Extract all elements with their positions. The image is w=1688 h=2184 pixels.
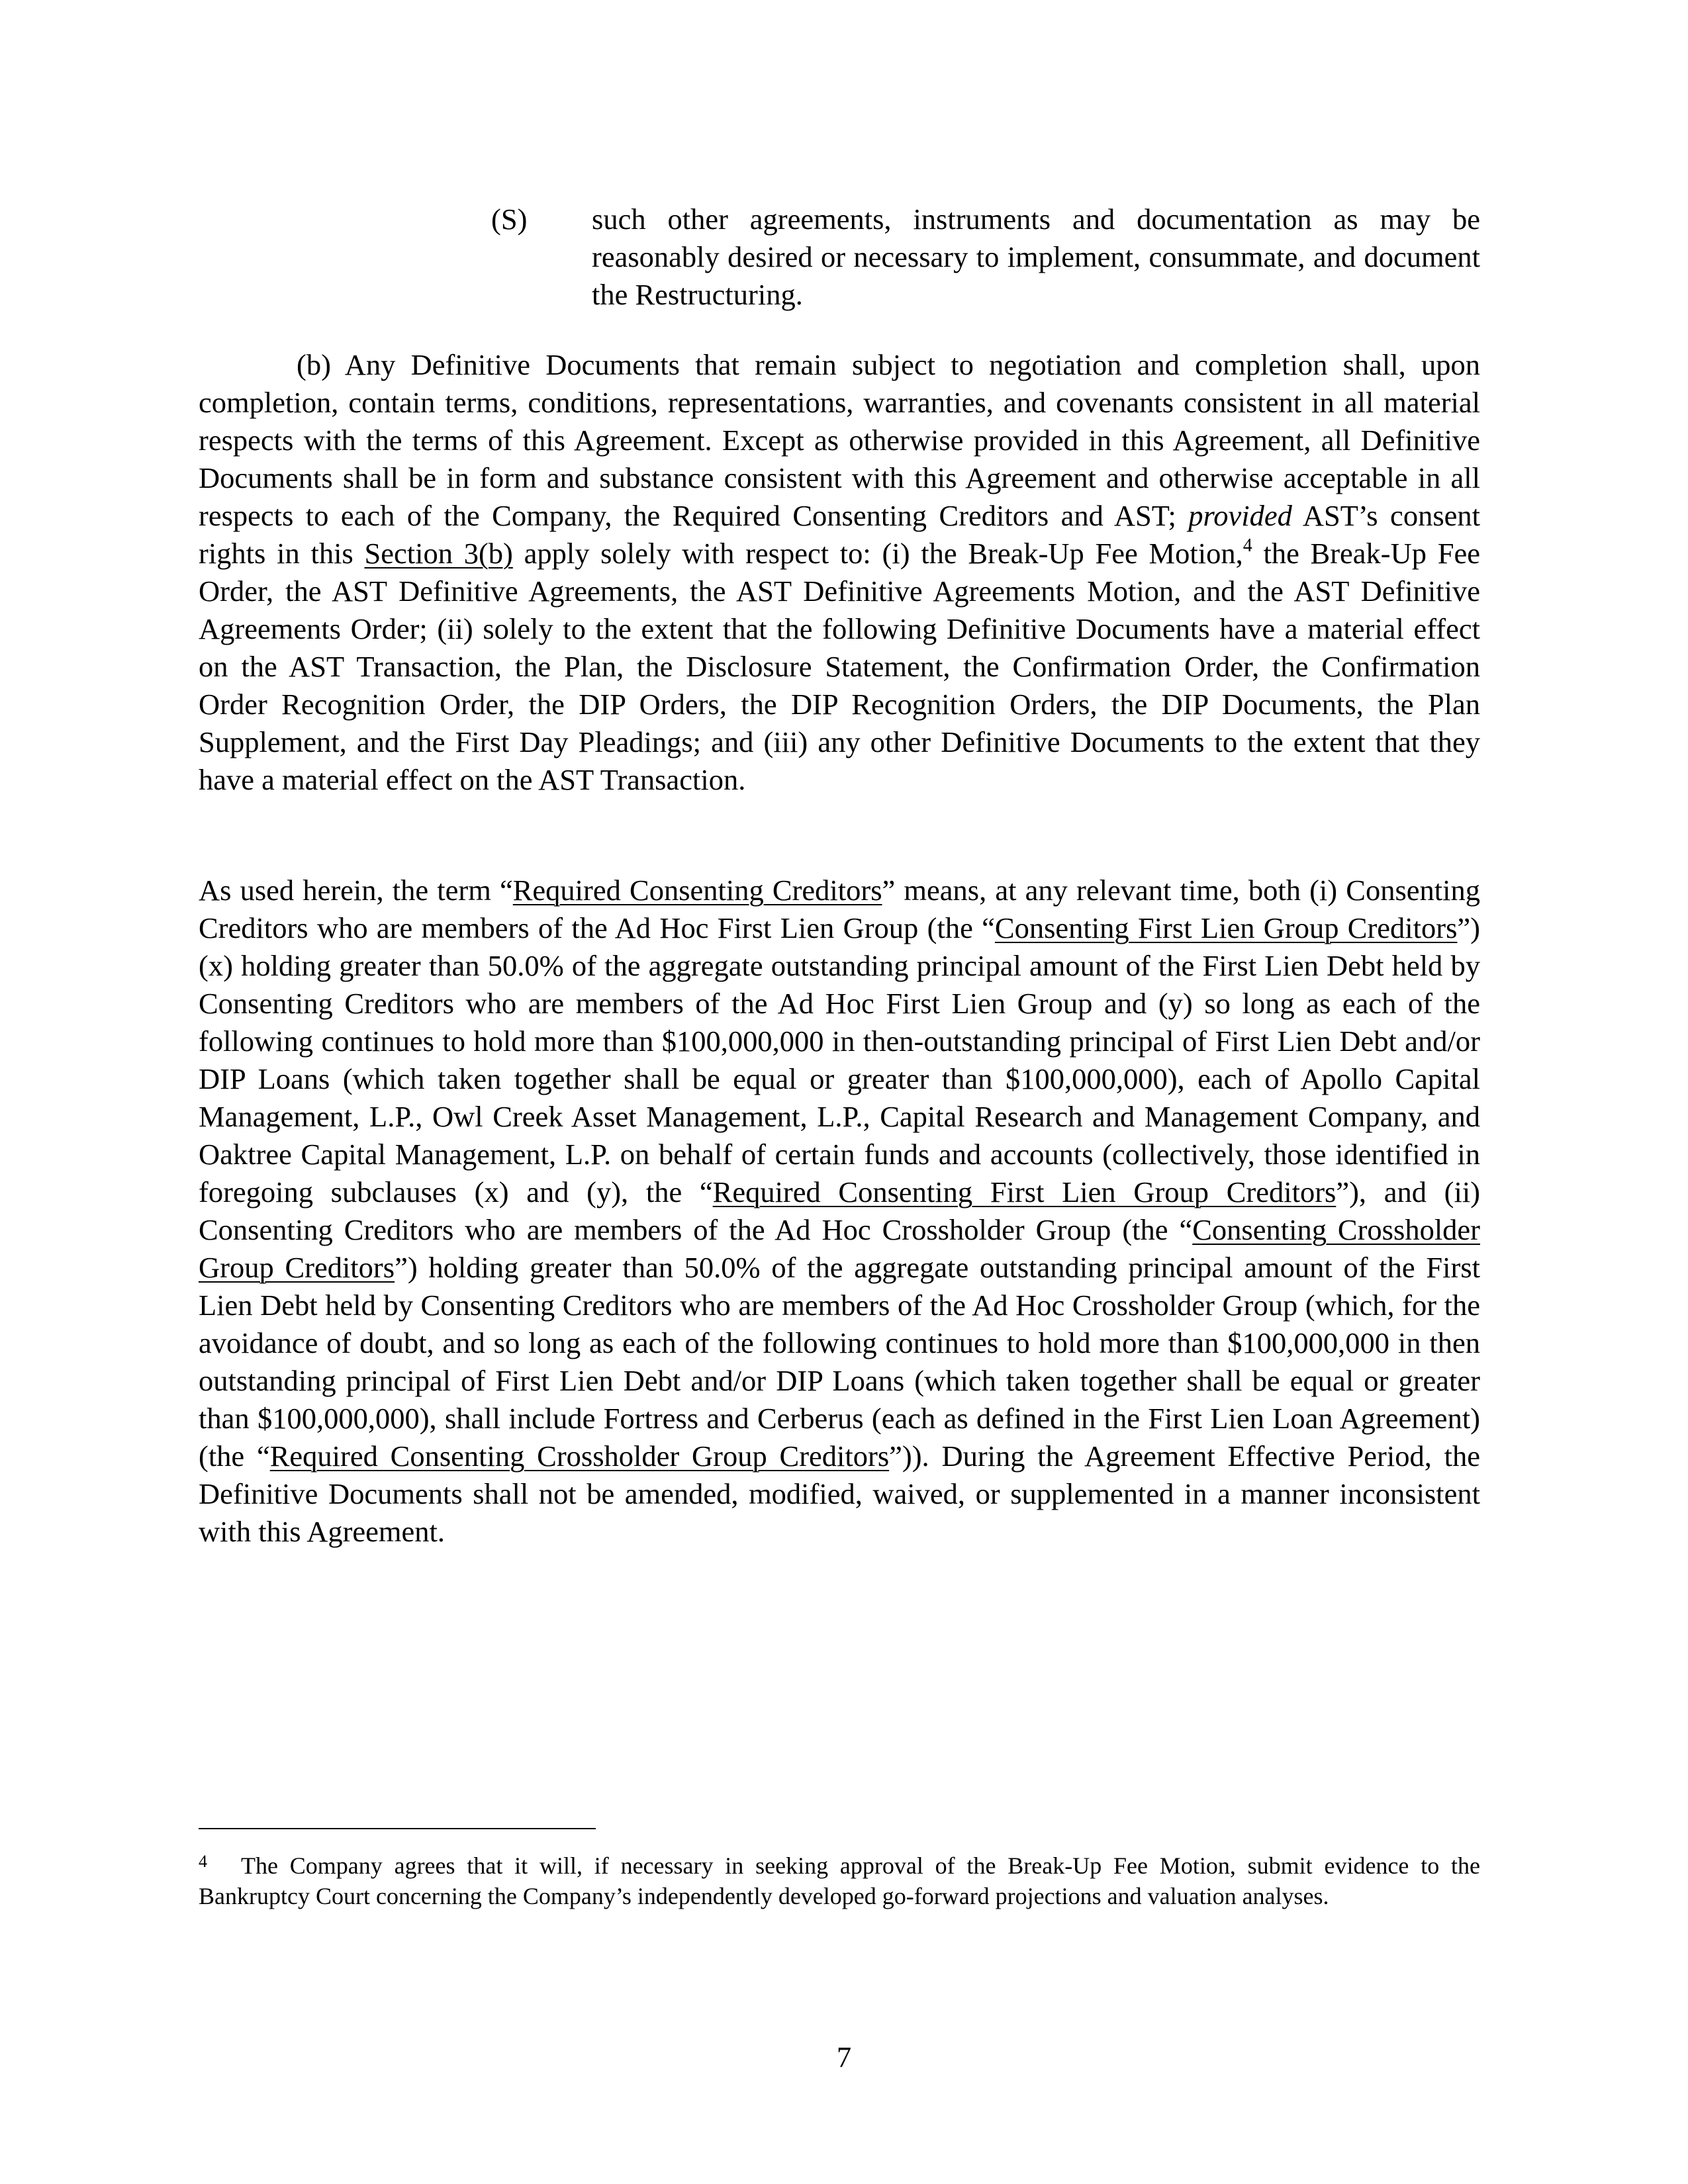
para-b-after-ref: apply solely with respect to: (i) the Break-Up Fee Motion, bbox=[512, 537, 1243, 570]
defined-term-required-consenting-first-lien-group-creditors: Required Consenting First Lien Group Creditors bbox=[712, 1175, 1336, 1208]
defined-term-required-consenting-crossholder-group-creditors: Required Consenting Crossholder Group Creditors bbox=[269, 1439, 890, 1473]
defined-term-required-consenting-creditors: Required Consenting Creditors bbox=[512, 874, 882, 907]
footnote-number: 4 bbox=[199, 1852, 207, 1871]
defs-text-2: ” means, at any relevant time, both (i) Consenting Creditors who are members of the Ad Hoc First Lien Group (the “ bbox=[199, 874, 1480, 944]
defs-text-1: As used herein, the term “ bbox=[199, 874, 513, 907]
provided-term: provided bbox=[1188, 499, 1292, 532]
defs-text-5: ”) holding greater than 50.0% of the aggregate outstanding principal amount of the First Lien Debt held by Consenting Creditors who are members of the Ad Hoc Crossholder Group (which, for the avoidance of doubt, and so long as each of the following continues to hold more than $100,000,000 in then outstanding principal of First Lien Debt and/or DIP Loans (which taken together shall be equal or greater than $100,000,000), shall include Fortress and Cerberus (each as defined in the First Lien Loan Agreement) (the “ bbox=[199, 1251, 1480, 1473]
footnote-separator bbox=[199, 1828, 596, 1829]
footnote-reference: 4 bbox=[1243, 535, 1252, 556]
section-reference: Section 3(b) bbox=[364, 537, 513, 570]
para-b-mid: AST’s consent rights in this bbox=[199, 499, 1480, 570]
item-text: such other agreements, instruments and documentation as may be reasonably desired or necessary to implement, consummate, and document the Restructuring. bbox=[592, 203, 1480, 311]
definitions-paragraph bbox=[199, 872, 1480, 1551]
footnote-body bbox=[199, 1850, 1480, 1911]
footnote-text: The Company agrees that it will, if necessary in seeking approval of the Break-Up Fee Motion, submit evidence to the Bankruptcy Court concerning the Company’s independently developed go-forward projections and valuation analyses. bbox=[199, 1852, 1480, 1909]
defined-term-consenting-crossholder-group-creditors: Consenting Crossholder Group Creditors bbox=[199, 1213, 1480, 1284]
para-b-rest: the Break-Up Fee Order, the AST Definitive Agreements, the AST Definitive Agreements Motion, and the AST Definitive Agreements Order; (ii) solely to the extent that the following Definitive Documents have a material effect on the AST Transaction, the Plan, the Disclosure Statement, the Confirmation Order, the Confirmation Order Recognition Order, the DIP Orders, the DIP Recognition Orders, the DIP Documents, the Plan Supplement, and the First Day Pleadings; and (iii) any other Definitive Documents to the extent that they have a material effect on the AST Transaction. bbox=[199, 537, 1481, 796]
defs-text-3: ”) (x) holding greater than 50.0% of the aggregate outstanding principal amount of the First Lien Debt held by Consenting Creditors who are members of the Ad Hoc First Lien Group and (y) so long as each of the following continues to hold more than $100,000,000 in then-outstanding principal of First Lien Debt and/or DIP Loans (which taken together shall be equal or greater than $100,000,000), each of Apollo Capital Management, L.P., Owl Creek Asset Management, L.P., Capital Research and Management Company, and Oaktree Capital Management, L.P. on behalf of certain funds and accounts (collectively, those identified in foregoing subclauses (x) and (y), the “ bbox=[199, 911, 1480, 1208]
para-b-intro: (b) Any Definitive Documents that remain subject to negotiation and completion shall, upon completion, contain terms, conditions, representations, warranties, and covenants consistent in all material respects with the terms of this Agreement. Except as otherwise provided in this Agreement, all Definitive Documents shall be in form and substance consistent with this Agreement and otherwise acceptable in all respects to each of the Company, the Required Consenting Creditors and AST; bbox=[199, 348, 1480, 532]
page-number: 7 bbox=[836, 2040, 852, 2073]
paragraph-b bbox=[199, 346, 1480, 799]
defined-term-consenting-first-lien-group-creditors: Consenting First Lien Group Creditors bbox=[994, 911, 1458, 944]
defs-text-6: ”)). During the Agreement Effective Period, the Definitive Documents shall not be amended, modified, waived, or supplemented in a manner inconsistent with this Agreement. bbox=[199, 1439, 1480, 1548]
defs-text-4: ”), and (ii) Consenting Creditors who are members of the Ad Hoc Crossholder Group (the “ bbox=[199, 1175, 1481, 1246]
item-label: (S) bbox=[491, 203, 528, 236]
